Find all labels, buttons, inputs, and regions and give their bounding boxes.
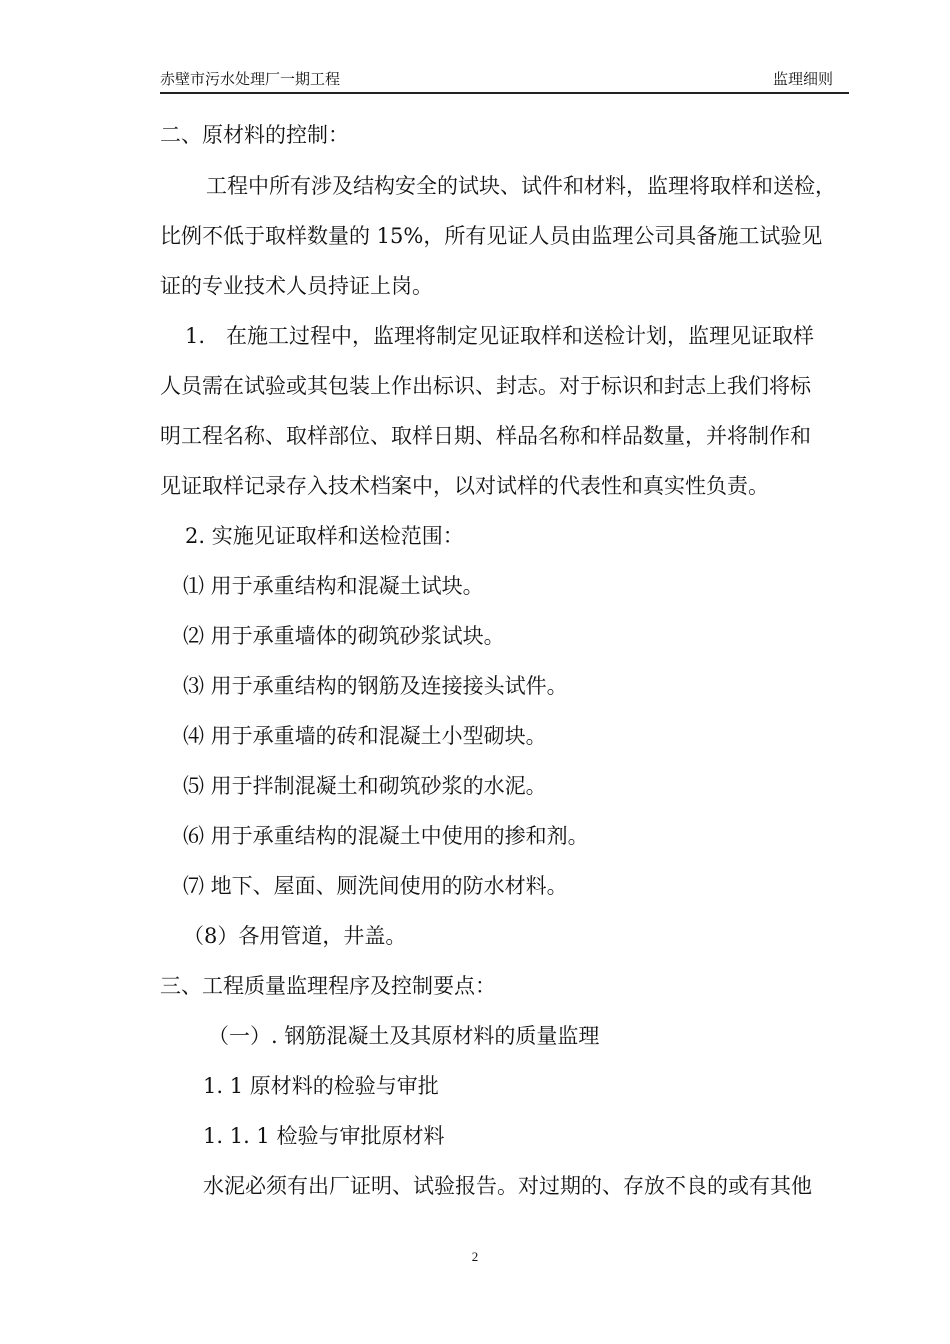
header-document-type: 监理细则	[772, 70, 833, 88]
subsection-heading: 1. 1. 1 检验与审批原材料	[203, 1124, 445, 1148]
scope-list-item: ⑴ 用于承重结构和混凝土试块。	[183, 574, 484, 598]
paragraph-line: 证的专业技术人员持证上岗。	[160, 274, 433, 298]
scope-list-item: （8）各用管道，井盖。	[183, 924, 407, 948]
scope-list-item: ⑶ 用于承重结构的钢筋及连接接头试件。	[183, 674, 568, 698]
paragraph-line: 比例不低于取样数量的 15%，所有见证人员由监理公司具备施工试验见	[160, 224, 823, 248]
scope-list-item: ⑵ 用于承重墙体的砌筑砂浆试块。	[183, 624, 505, 648]
item-1-line: 人员需在试验或其包装上作出标识、封志。对于标识和封志上我们将标	[160, 374, 811, 398]
section-2-heading: 二、原材料的控制：	[160, 123, 349, 147]
page-number: 2	[471, 1249, 479, 1264]
scope-list-item: ⑺ 地下、屋面、厕洗间使用的防水材料。	[183, 874, 568, 898]
item-1-line: 明工程名称、取样部位、取样日期、样品名称和样品数量，并将制作和	[160, 424, 811, 448]
scope-list-item: ⑷ 用于承重墙的砖和混凝土小型砌块。	[183, 724, 547, 748]
item-1-line: 见证取样记录存入技术档案中，以对试样的代表性和真实性负责。	[160, 474, 769, 498]
paragraph-line: 工程中所有涉及结构安全的试块、试件和材料，监理将取样和送检，	[206, 174, 836, 198]
item-2-heading: 2. 实施见证取样和送检范围：	[185, 524, 464, 548]
paragraph-line: 水泥必须有出厂证明、试验报告。对过期的、存放不良的或有其他	[203, 1174, 812, 1198]
header-project-title: 赤壁市污水处理厂一期工程	[160, 70, 341, 88]
section-3-heading: 三、工程质量监理程序及控制要点：	[160, 974, 496, 998]
scope-list-item: ⑹ 用于承重结构的混凝土中使用的掺和剂。	[183, 824, 589, 848]
subsection-heading: （一）. 钢筋混凝土及其原材料的质量监理	[208, 1024, 600, 1048]
subsection-heading: 1. 1 原材料的检验与审批	[203, 1074, 439, 1098]
scope-list-item: ⑸ 用于拌制混凝土和砌筑砂浆的水泥。	[183, 774, 547, 798]
item-1-line: 1. 在施工过程中，监理将制定见证取样和送检计划，监理见证取样	[185, 324, 815, 348]
page-header	[160, 64, 849, 94]
